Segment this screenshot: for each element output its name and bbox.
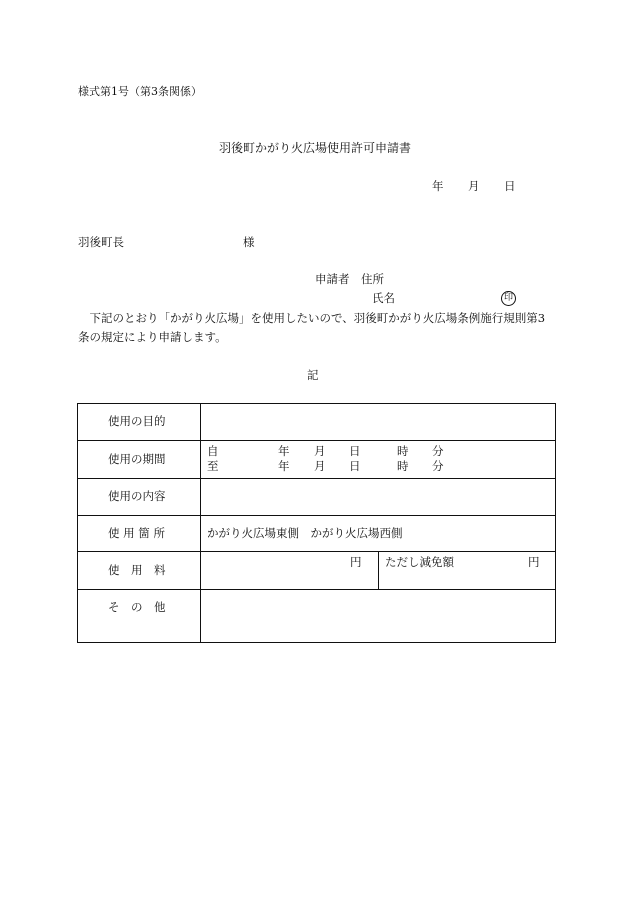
- fee-column-divider: [378, 551, 379, 589]
- applicant-label: 申請者: [315, 272, 350, 286]
- period-to-minute: 分: [432, 459, 444, 473]
- row-divider: [78, 478, 555, 479]
- addressee-name: 羽後町長: [78, 235, 124, 249]
- fee-unit: 円: [350, 555, 362, 569]
- applicant-name-label: 氏名: [372, 291, 395, 305]
- body-line-1: 下記のとおり「かがり火広場」を使用したいので、羽後町かがり火広場条例施行規則第3: [78, 311, 546, 325]
- content-label: 使用の内容: [108, 489, 166, 503]
- period-to-month: 月: [314, 459, 326, 473]
- period-to-label: 至: [207, 459, 219, 473]
- period-from-hour: 時: [397, 444, 409, 458]
- period-to-day: 日: [349, 459, 361, 473]
- document-title: 羽後町かがり火広場使用許可申請書: [218, 141, 411, 155]
- row-divider: [78, 515, 555, 516]
- date-day: 日: [504, 179, 516, 193]
- reduction-label: ただし減免額: [385, 555, 454, 569]
- seal-icon: 印: [501, 291, 516, 306]
- period-from-year: 年: [278, 444, 290, 458]
- addressee-honorific: 様: [243, 235, 255, 249]
- period-to-year: 年: [278, 459, 290, 473]
- form-number: 様式第1号（第3条関係）: [78, 85, 202, 98]
- other-label: そ の 他: [108, 600, 166, 614]
- body-line-2: 条の規定により申請します。: [78, 330, 227, 344]
- period-from-day: 日: [349, 444, 361, 458]
- fee-label: 使 用 料: [108, 563, 166, 577]
- ki-heading: 記: [307, 368, 319, 382]
- row-divider: [78, 551, 555, 552]
- period-from-month: 月: [314, 444, 326, 458]
- applicant-address-label: 住所: [361, 272, 384, 286]
- reduction-unit: 円: [528, 555, 540, 569]
- period-from-label: 自: [207, 444, 219, 458]
- row-divider: [78, 440, 555, 441]
- date-year: 年: [432, 179, 444, 193]
- application-table: [77, 403, 556, 643]
- period-to-hour: 時: [397, 459, 409, 473]
- location-value: かがり火広場東側 かがり火広場西側: [207, 526, 403, 540]
- location-label: 使 用 箇 所: [108, 526, 165, 540]
- date-month: 月: [468, 179, 480, 193]
- period-label: 使用の期間: [108, 452, 166, 466]
- period-from-minute: 分: [432, 444, 444, 458]
- column-divider: [200, 404, 201, 642]
- row-divider: [78, 589, 555, 590]
- purpose-label: 使用の目的: [108, 414, 166, 428]
